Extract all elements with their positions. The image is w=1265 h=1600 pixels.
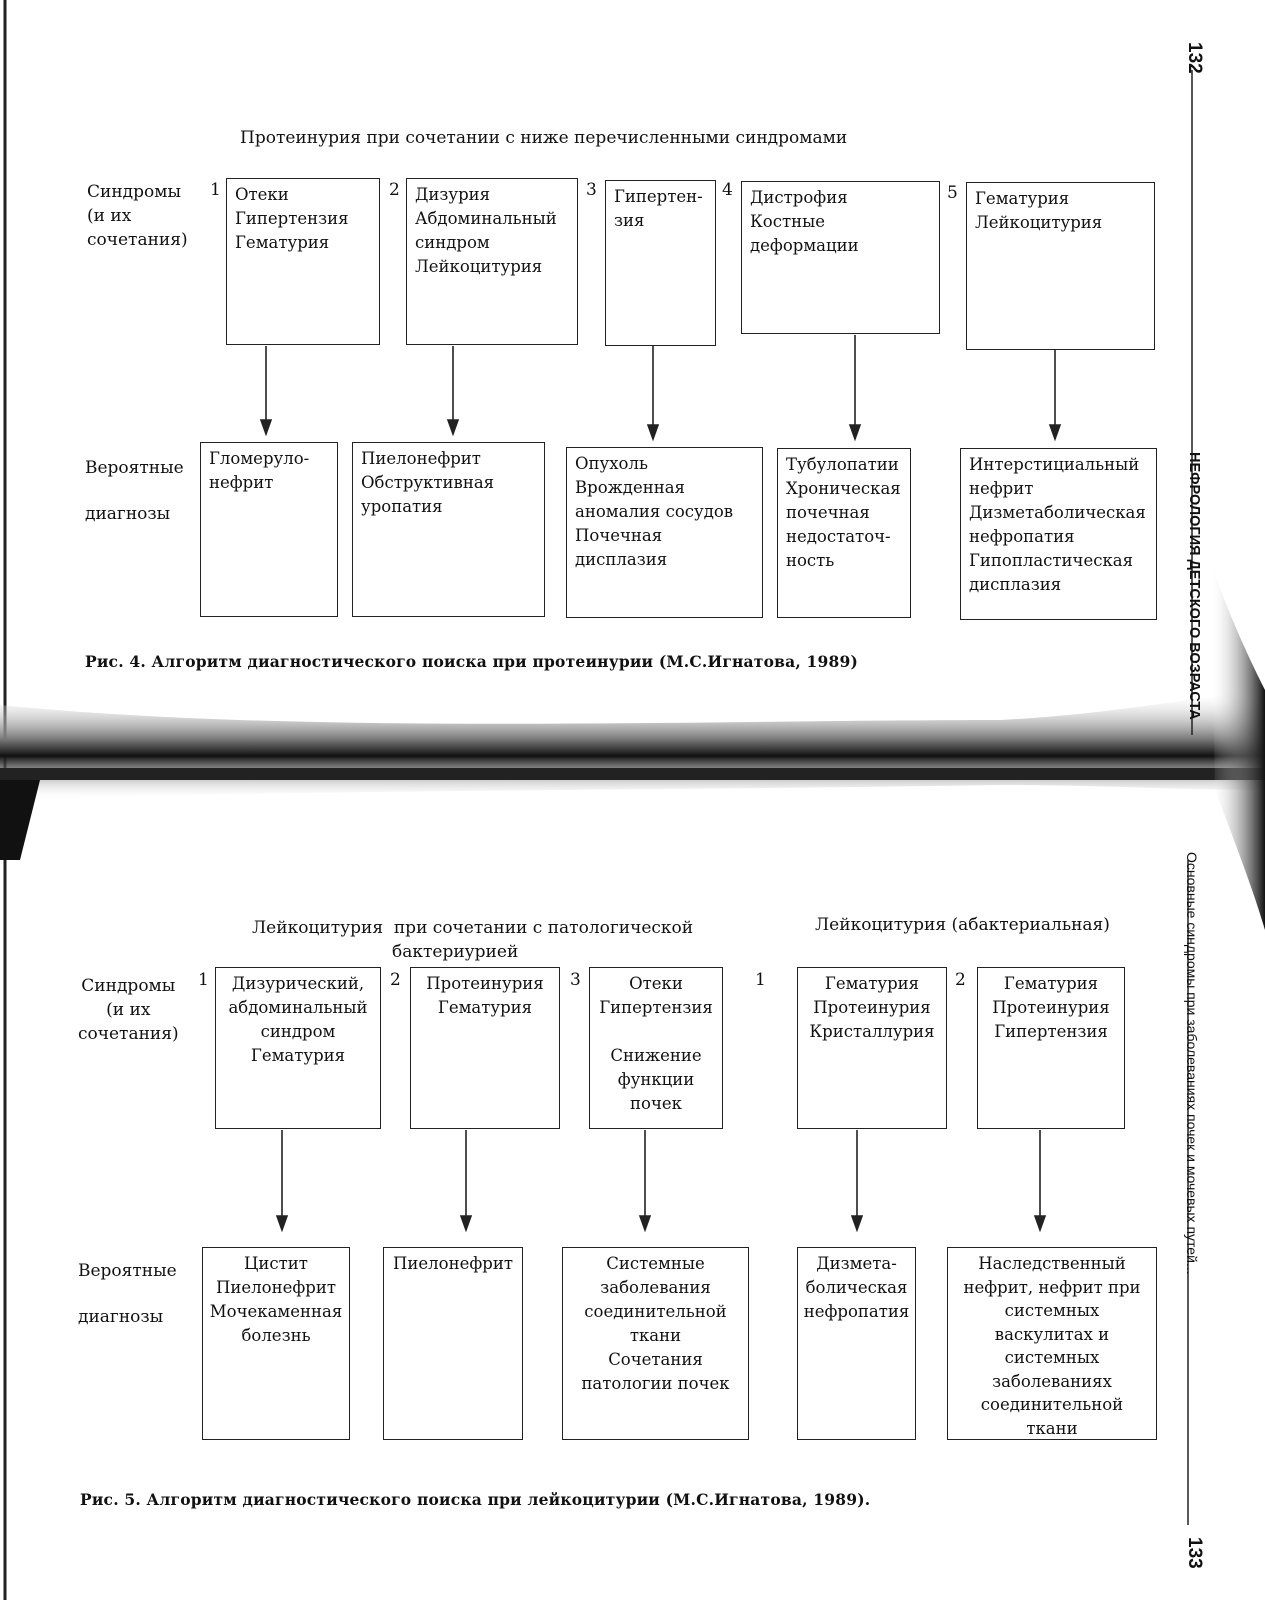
figure4-caption: Рис. 4. Алгоритм диагностического поиска при протеинурии (М.С.Игнатова, 1989) [85,652,859,671]
bottom-diagnosis-box-2: Пиелонефрит [383,1247,523,1440]
top-col-number: 5 [947,183,958,203]
bottom-syndrome-box-5: Гематурия Протеинурия Гипертензия [977,967,1125,1129]
bottom-syndrome-box-4: Гематурия Протеинурия Кристаллурия [797,967,947,1129]
bottom-diagnosis-box-1: Цистит Пиелонефрит Мочекаменная болезнь [202,1247,350,1440]
bottom-diagnosis-box-5: Наследственный нефрит, нефрит при системных васкулитах и системных заболеваниях соединительной ткани [947,1247,1157,1440]
top-diagnosis-box-4: Тубулопатии Хроническая почечная недостаточ- ность [777,448,911,618]
top-diagnosis-box-2: Пиелонефрит Обструктивная уропатия [352,442,545,617]
running-head-bottom: Основные синдромы при заболеваниях почек и мочевых путей... [1184,852,1200,1275]
figure5-caption: Рис. 5. Алгоритм диагностического поиска при лейкоцитурии (М.С.Игнатова, 1989). [80,1490,871,1509]
bottom-diagnosis-box-3: Системные заболевания соединительной ткани Сочетания патологии почек [562,1247,749,1440]
top-diagnosis-box-1: Гломеруло- нефрит [200,442,338,617]
bottom-syndrome-box-1: Дизурический, абдоминальный синдром Гематурия [215,967,381,1129]
top-col-number: 3 [586,180,597,200]
bottom-col-number: 1 [198,970,209,990]
bottom-col-number: 3 [570,970,581,990]
bottom-diagnosis-box-4: Дизмета- болическая нефропатия [797,1247,916,1440]
bottom-syndromes-label: Синдромы (и их сочетания) [78,976,179,1044]
top-arrows [261,335,1060,439]
figure5-title-right: Лейкоцитурия (абактериальная) [815,915,1110,935]
figure5-title-left-2: бактериурией [392,942,519,962]
top-syndrome-box-1: Отеки Гипертензия Гематурия [226,178,380,345]
top-diagnosis-box-3: Опухоль Врожденная аномалия сосудов Почечная дисплазия [566,447,763,618]
top-syndrome-box-2: Дизурия Абдоминальный синдром Лейкоцитурия [406,178,578,345]
top-syndrome-box-3: Гипертен- зия [605,180,716,346]
running-head-top: НЕФРОЛОГИЯ ДЕТСКОГО ВОЗРАСТА [1186,452,1202,720]
top-syndrome-box-4: Дистрофия Костные деформации [741,181,940,334]
bottom-col-number: 1 [755,970,766,990]
top-col-number: 4 [722,180,733,200]
top-col-number: 1 [210,180,221,200]
gutter-shadow [0,690,1265,800]
bottom-syndrome-box-2: Протеинурия Гематурия [410,967,560,1129]
bottom-arrows [277,1130,1045,1230]
page-number-top: 132 [1184,42,1205,74]
bottom-col-number: 2 [955,970,966,990]
top-diagnosis-box-5: Интерстициальный нефрит Дизметаболическая нефропатия Гипопластическая дисплазия [960,448,1157,620]
bottom-syndrome-box-3: Отеки Гипертензия Снижение функции почек [589,967,723,1129]
figure5-title-left: Лейкоцитурия при сочетании с патологической [252,918,694,938]
bottom-diagnoses-label: Вероятные диагнозы [78,1261,177,1327]
figure4-title: Протеинурия при сочетании с ниже перечисленными синдромами [240,128,848,148]
top-syndromes-label: Синдромы (и их сочетания) [87,182,188,250]
top-col-number: 2 [389,180,400,200]
top-syndrome-box-5: Гематурия Лейкоцитурия [966,182,1155,350]
page-number-bottom: 133 [1184,1537,1205,1569]
bottom-col-number: 2 [390,970,401,990]
top-diagnoses-label: Вероятные диагнозы [85,458,184,524]
